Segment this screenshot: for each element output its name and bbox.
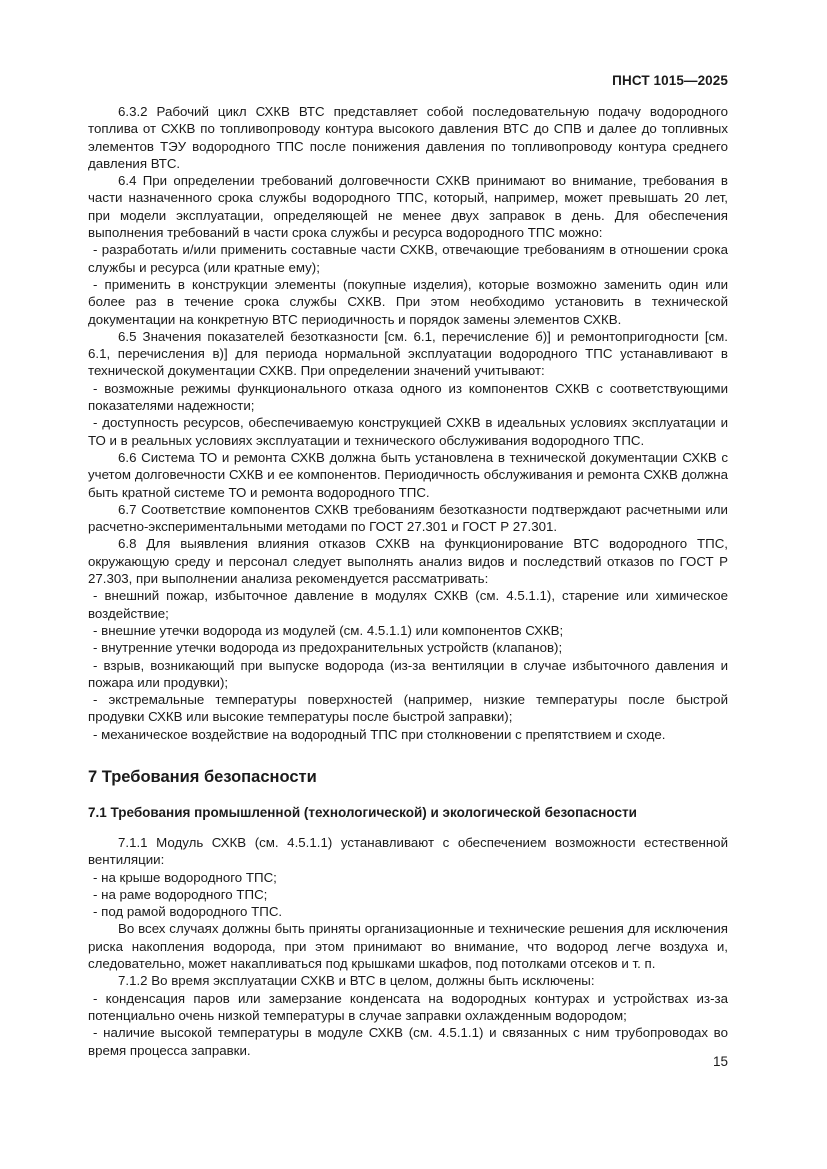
paragraph: 6.7 Соответствие компонентов СХКВ требованиям безотказности подтверждают расчетными или расчетно-экспериментальными методами по ГОСТ 27.301 и ГОСТ Р 27.301. <box>88 501 728 535</box>
paragraph: 6.5 Значения показателей безотказности [см. 6.1, перечисление б)] и ремонтопригодности [см. 6.1, перечисления в)] для периода нормальной эксплуатации водородного ТПС устанавливают в технической документации СХКВ. При определении значений учитывают: <box>88 328 728 379</box>
document-code: ПНСТ 1015—2025 <box>612 73 728 88</box>
section-heading: 7 Требования безопасности <box>88 767 317 786</box>
paragraph: 6.3.2 Рабочий цикл СХКВ ВТС представляет собой последовательную подачу водородного топлива от СХКВ по топливопроводу контура высокого давления ВТС до СПВ и далее до топливных элементов ТЭУ водородного ТПС после понижения давления по топливопроводу контура среднего давления ВТС. <box>88 104 728 171</box>
list-item: - разработать и/или применить составные части СХКВ, отвечающие требованиям в отношении срока службы и ресурса (или кратные ему); <box>88 241 728 276</box>
paragraph: Во всех случаях должны быть приняты организационные и технические решения для исключения риска накопления водорода, при этом принимают во внимание, что водород легче воздуха и, следовательно, может накапливаться под крышками шкафов, под потолками отсеков и т. п. <box>88 921 728 972</box>
subsection-heading: 7.1 Требования промышленной (технологической) и экологической безопасности <box>88 804 637 820</box>
paragraph: 6.4 При определении требований долговечности СХКВ принимают во внимание, требования в части назначенного срока службы водородного ТПС, который, например, может превышать 20 лет, при модели эксплуатации, определяющей не менее двух заправок в день. Для обеспечения выполнения требований в части срока службы и ресурса водородного ТПС можно: <box>88 173 728 241</box>
list-item: - взрыв, возникающий при выпуске водорода (из-за вентиляции в случае избыточного давления и пожара или продувки); <box>88 657 728 692</box>
list-item: - внутренние утечки водорода из предохранительных устройств (клапанов); <box>88 639 728 656</box>
list-item: - на раме водородного ТПС; <box>88 886 728 903</box>
list-item: - возможные режимы функционального отказа одного из компонентов СХКВ с соответствующими показателями надежности; <box>88 380 728 415</box>
list-item: - внешний пожар, избыточное давление в модулях СХКВ (см. 4.5.1.1), старение или химическое воздействие; <box>88 587 728 622</box>
document-body <box>88 103 728 1059</box>
list-item: - внешние утечки водорода из модулей (см. 4.5.1.1) или компонентов СХКВ; <box>88 622 728 639</box>
list-item: - применить в конструкции элементы (покупные изделия), которые возможно заменить один или более раз в течение срока службы СХКВ. При этом необходимо установить в технической документации на конкретную ВТС периодичность и порядок замены элементов СХКВ. <box>88 276 728 328</box>
paragraph: 6.6 Система ТО и ремонта СХКВ должна быть установлена в технической документации СХКВ с учетом долговечности СХКВ и ее компонентов. Периодичность обслуживания и ремонта СХКВ должна быть кратной системе ТО и ремонта водородного ТПС. <box>88 449 728 500</box>
list-item: - доступность ресурсов, обеспечиваемую конструкцией СХКВ в идеальных условиях эксплуатации и ТО и в реальных условиях эксплуатации и технического обслуживания водородного ТПС. <box>88 414 728 449</box>
paragraph: 6.8 Для выявления влияния отказов СХКВ на функционирование ВТС водородного ТПС, окружающую среду и персонал следует выполнять анализ видов и последствий отказов по ГОСТ Р 27.303, при выполнении анализа рекомендуется рассматривать: <box>88 536 728 587</box>
list-item: - экстремальные температуры поверхностей (например, низкие температуры после быстрой продувки СХКВ или высокие температуры после быстрой заправки); <box>88 691 728 726</box>
list-item: - механическое воздействие на водородный ТПС при столкновении с препятствием и сходе. <box>88 726 728 743</box>
list-item: - на крыше водородного ТПС; <box>88 869 728 886</box>
list-item: - наличие высокой температуры в модуле СХКВ (см. 4.5.1.1) и связанных с ним трубопроводах во время процесса заправки. <box>88 1024 728 1059</box>
list-item: - конденсация паров или замерзание конденсата на водородных контурах и устройствах из-за потенциально очень низкой температуры в случае заправки охлажденным водородом; <box>88 990 728 1025</box>
list-item: - под рамой водородного ТПС. <box>88 903 728 920</box>
paragraph: 7.1.1 Модуль СХКВ (см. 4.5.1.1) устанавливают с обеспечением возможности естественной вентиляции: <box>88 834 728 868</box>
page-number: 15 <box>712 1054 728 1069</box>
paragraph: 7.1.2 Во время эксплуатации СХКВ и ВТС в целом, должны быть исключены: <box>118 973 595 989</box>
